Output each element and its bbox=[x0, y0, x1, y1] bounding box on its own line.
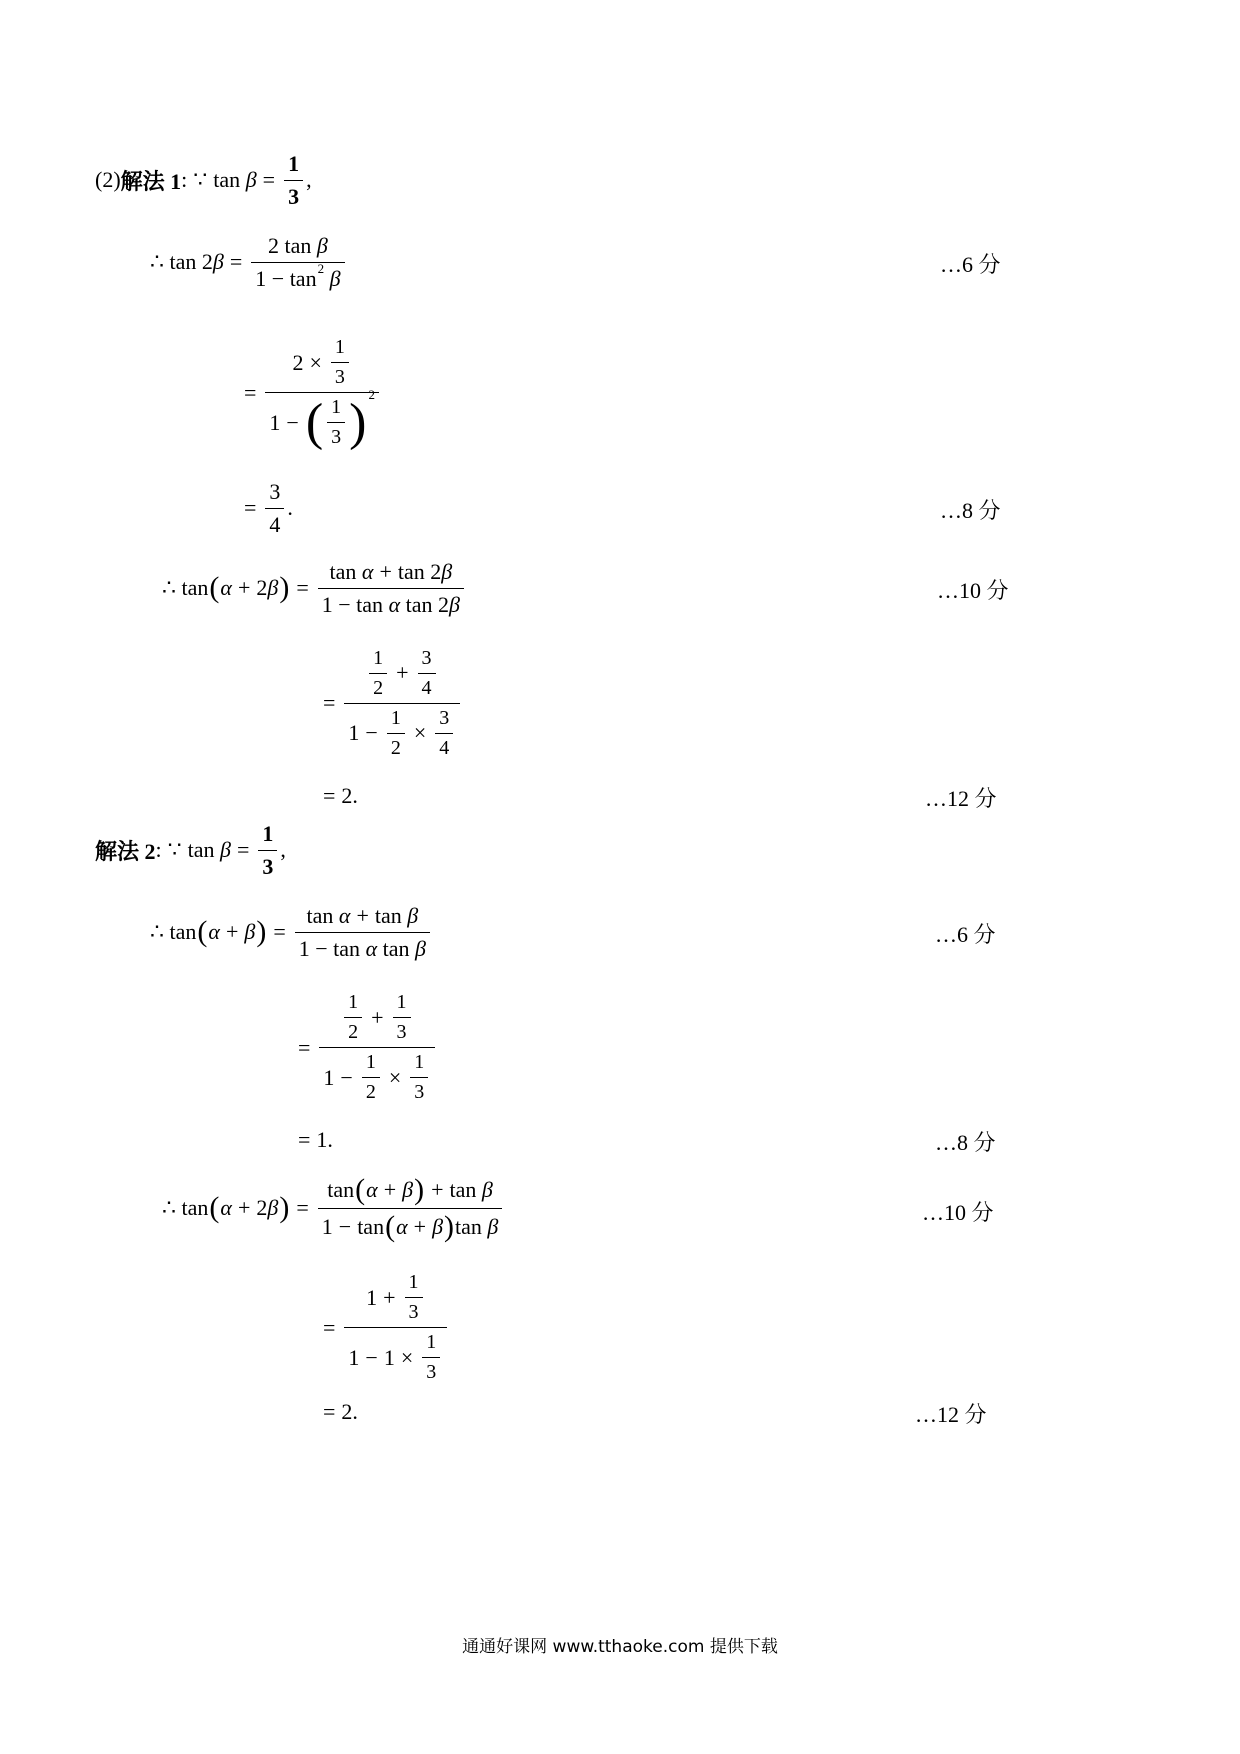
method2-given: 解法 2 : ∵ tan β = $\frac{1}{3}$ , bbox=[95, 820, 286, 879]
method2-score-6: …6 分 bbox=[935, 922, 996, 947]
method1-label: 解法 1 bbox=[120, 168, 182, 194]
method2-step-tan-sum: ∴ tan ( α + 2 β ) = tan ( α + β ) + tan β 1 − tan ( α + β ) tan β bbox=[162, 1175, 505, 1241]
method1-step-substitute2: = $\frac{1}{2}$ + $\frac{3}{4}$ 1 − $\frac{1}{2}$ × $\frac{3}{4}$ bbox=[317, 640, 463, 766]
method2-step-substitute2: = 1 + $\frac{1}{3}$ 1 − 1 × $\frac{1}{3}$ bbox=[317, 1265, 450, 1390]
method1-step-tan-sum: ∴ tan ( α + 2 β ) = tan α + tan 2 β 1 − tan α tan 2 β bbox=[162, 556, 467, 620]
method2-step-substitute: = $\frac{1}{2}$ + $\frac{1}{3}$ 1 − $\frac{1}{2}$ × $\frac{1}{3}$ bbox=[292, 985, 438, 1110]
method2-step-tan-ab: ∴ tan ( α + β ) = tan α + tan β 1 − tan α tan β bbox=[150, 900, 433, 964]
method1-score-6: …6 分 bbox=[940, 252, 1001, 277]
method1-score-8: …8 分 bbox=[940, 498, 1001, 523]
method1-step-result1: = $\frac{3}{4}$ . bbox=[244, 478, 293, 537]
part-label: (2) bbox=[95, 167, 121, 192]
page-footer: 通通好课网 www.tthaoke.com 提供下载 bbox=[462, 1637, 778, 1657]
method1-step-final: = 2. bbox=[323, 783, 358, 808]
method2-score-10: …10 分 bbox=[922, 1200, 994, 1225]
method1-score-12: …12 分 bbox=[925, 786, 997, 811]
method2-step-final: = 2. bbox=[323, 1399, 358, 1424]
method2-score-12: …12 分 bbox=[915, 1402, 987, 1427]
method1-given: (2) 解法 1 : ∵ tan β = $\frac{1}{3}$ , bbox=[95, 150, 312, 209]
method1-step-tan2beta: ∴ tan 2 β = 2 tan β 1 − tan 2 β bbox=[150, 230, 348, 294]
method1-step-substitute: = 2 × $\frac{1}{3}$ 1 − ( $\frac{1}{3}$ ) 2 bbox=[238, 325, 382, 460]
method2-score-8: …8 分 bbox=[935, 1130, 996, 1155]
method2-label: 解法 2 bbox=[95, 838, 156, 864]
method1-score-10: …10 分 bbox=[937, 578, 1009, 603]
method2-step-result1: = 1. bbox=[298, 1127, 333, 1152]
